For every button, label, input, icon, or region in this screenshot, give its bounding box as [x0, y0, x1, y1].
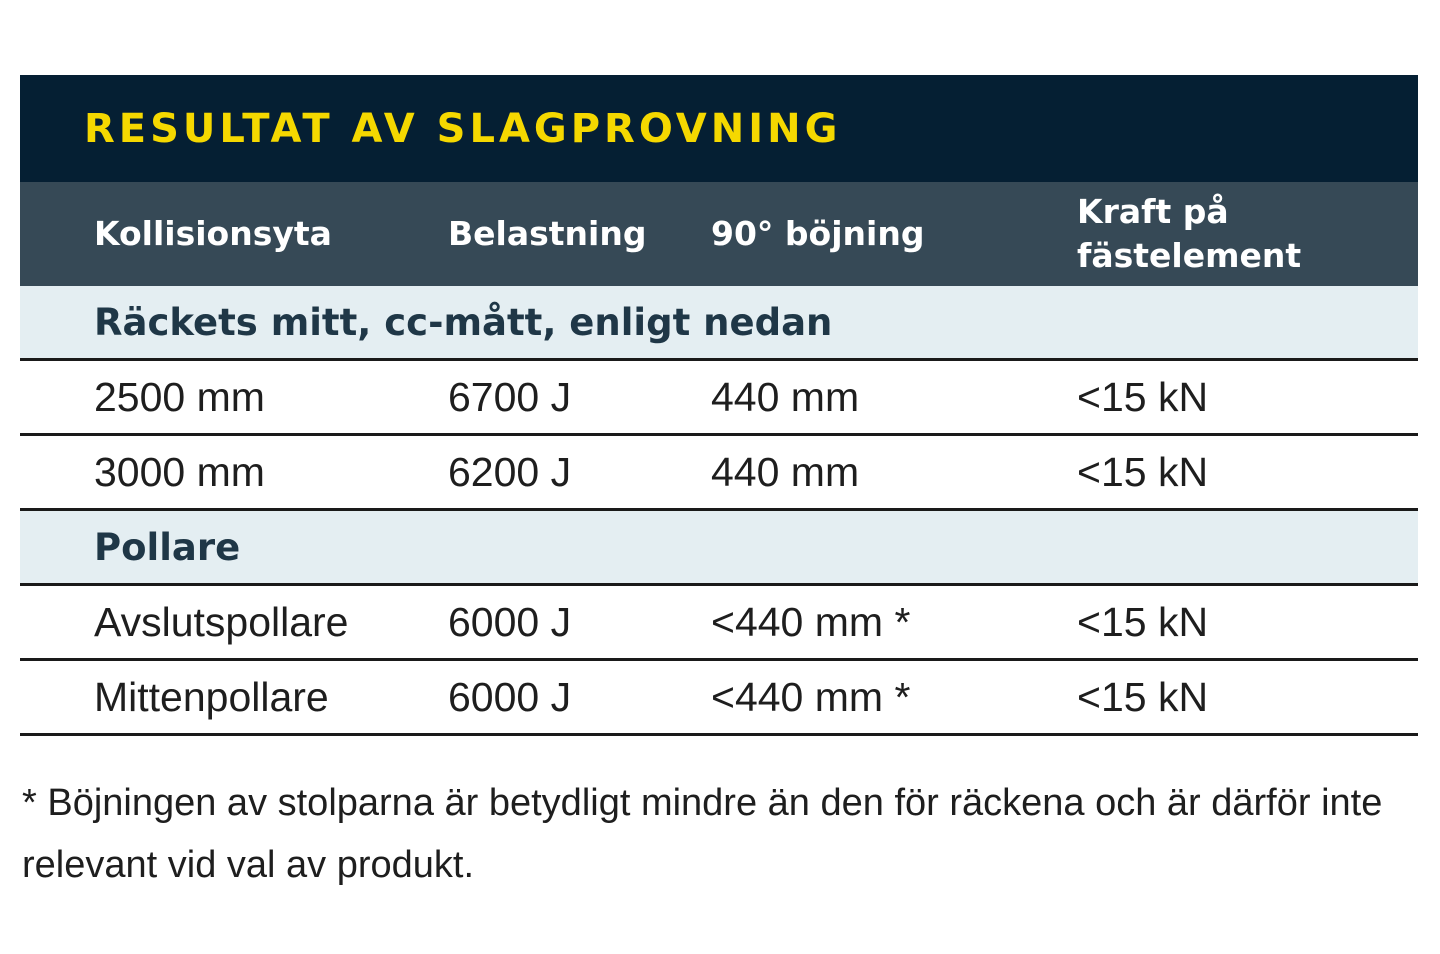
- section-label: Räckets mitt, cc-mått, enligt nedan: [94, 300, 833, 344]
- header-bojning: 90° böjning: [711, 214, 925, 253]
- cell-belastning: 6200 J: [448, 448, 572, 495]
- cell-kollisionsyta: 3000 mm: [94, 448, 265, 495]
- cell-kraft: <15 kN: [1077, 673, 1209, 720]
- header-belastning: Belastning: [448, 214, 647, 253]
- table-row: [20, 586, 1418, 661]
- cell-bojning: <440 mm *: [711, 598, 911, 645]
- section-label: Pollare: [94, 525, 241, 569]
- cell-bojning: <440 mm *: [711, 673, 911, 720]
- section-row-rackets-mitt: [20, 286, 1418, 361]
- cell-bojning: 440 mm: [711, 448, 860, 495]
- table-title: RESULTAT AV SLAGPROVNING: [84, 105, 842, 152]
- cell-belastning: 6000 J: [448, 598, 572, 645]
- cell-kraft: <15 kN: [1077, 373, 1209, 420]
- table-row: [20, 436, 1418, 511]
- cell-kraft: <15 kN: [1077, 448, 1209, 495]
- results-table: [20, 75, 1418, 736]
- cell-kollisionsyta: Mittenpollare: [94, 673, 329, 720]
- table-header-row: [20, 182, 1418, 286]
- cell-belastning: 6700 J: [448, 373, 572, 420]
- cell-belastning: 6000 J: [448, 673, 572, 720]
- cell-kollisionsyta: 2500 mm: [94, 373, 265, 420]
- header-kollisionsyta: Kollisionsyta: [94, 214, 332, 253]
- table-row: [20, 361, 1418, 436]
- header-kraft: Kraft på fästelement: [1077, 192, 1302, 275]
- footnote: * Böjningen av stolparna är betydligt mindre än den för räckena och är därför inte relevant vid val av produkt.: [22, 782, 1383, 886]
- cell-kollisionsyta: Avslutspollare: [94, 598, 349, 645]
- table-row: [20, 661, 1418, 736]
- section-row-pollare: [20, 511, 1418, 586]
- table-title-bar: [20, 75, 1418, 182]
- cell-bojning: 440 mm: [711, 373, 860, 420]
- cell-kraft: <15 kN: [1077, 598, 1209, 645]
